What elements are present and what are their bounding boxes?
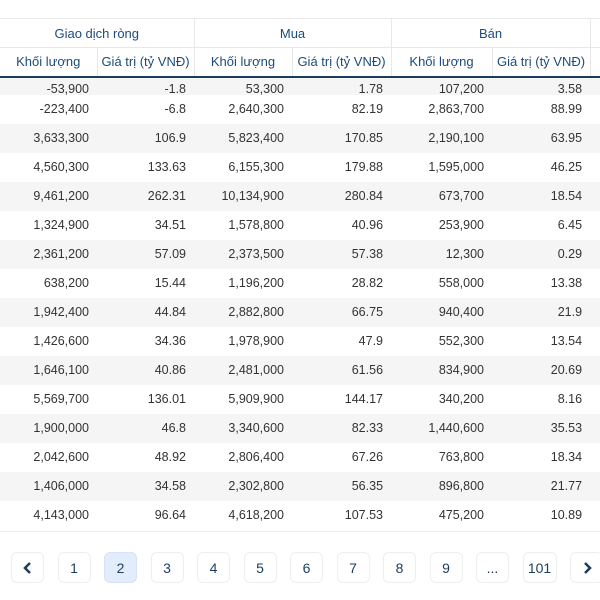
buy-value-cell: 107.53 <box>344 508 384 522</box>
extra-cell <box>590 443 600 472</box>
sell-value-cell: 18.34 <box>550 450 583 464</box>
buy-volume-cell: 2,882,800 <box>228 305 284 319</box>
net-value-cell: 106.9 <box>154 131 186 145</box>
extra-cell <box>590 77 600 95</box>
buy-value-cell: 56.35 <box>351 479 384 493</box>
sell-value-cell: 20.69 <box>550 363 583 377</box>
table-row <box>0 385 600 414</box>
net-value-cell: 136.01 <box>147 392 186 406</box>
net-value-cell: 262.31 <box>147 189 186 203</box>
sell-volume-cell: 475,200 <box>438 508 485 522</box>
extra-cell <box>590 240 600 269</box>
net-volume-cell: 5,569,700 <box>33 392 89 406</box>
net-volume-cell: -53,900 <box>46 81 89 95</box>
net-volume-cell: 9,461,200 <box>33 189 89 203</box>
chevron-left-icon <box>23 562 33 574</box>
sell-value-cell: 8.16 <box>557 392 583 406</box>
extra-cell <box>590 385 600 414</box>
sell-value-cell: 10.89 <box>550 508 583 522</box>
sell-volume-cell: 340,200 <box>438 392 485 406</box>
extra-cell <box>590 124 600 153</box>
net-value-cell: 34.36 <box>154 334 186 348</box>
header-sell-value: Giá trị (tỷ VNĐ) <box>492 48 590 77</box>
page-button-2[interactable]: 2 <box>104 552 137 583</box>
extra-cell <box>590 472 600 501</box>
buy-value-cell: 61.56 <box>351 363 384 377</box>
header-extra <box>590 19 600 48</box>
header-buy-volume: Khối lượng <box>194 48 292 77</box>
header-net-trading: Giao dịch ròng <box>0 19 194 48</box>
sell-volume-cell: 552,300 <box>438 334 485 348</box>
page-button-6[interactable]: 6 <box>290 552 323 583</box>
extra-cell <box>590 327 600 356</box>
extra-cell <box>590 414 600 443</box>
table-row <box>0 414 600 443</box>
extra-cell <box>590 153 600 182</box>
page-button-5[interactable]: 5 <box>244 552 277 583</box>
buy-volume-cell: 2,640,300 <box>228 102 284 116</box>
extra-cell <box>590 182 600 211</box>
net-volume-cell: 4,143,000 <box>33 508 89 522</box>
table-row <box>0 182 600 211</box>
header-buy-value: Giá trị (tỷ VNĐ) <box>292 48 391 77</box>
net-volume-cell: 638,200 <box>43 276 89 290</box>
sell-volume-cell: 896,800 <box>438 479 485 493</box>
sell-volume-cell: 2,190,100 <box>428 131 485 145</box>
net-value-cell: 44.84 <box>154 305 186 319</box>
sell-volume-cell: 2,863,700 <box>428 102 485 116</box>
sell-volume-cell: 1,440,600 <box>428 421 485 435</box>
net-volume-cell: 2,361,200 <box>33 247 89 261</box>
sell-volume-cell: 12,300 <box>445 247 485 261</box>
extra-cell <box>590 356 600 385</box>
buy-volume-cell: 2,302,800 <box>228 479 284 493</box>
buy-volume-cell: 3,340,600 <box>228 421 284 435</box>
header-buy: Mua <box>194 19 391 48</box>
buy-value-cell: 67.26 <box>351 450 384 464</box>
sell-value-cell: 63.95 <box>550 131 583 145</box>
buy-volume-cell: 6,155,300 <box>228 160 284 174</box>
page-button-4[interactable]: 4 <box>197 552 230 583</box>
net-value-cell: 34.58 <box>154 479 186 493</box>
sell-value-cell: 46.25 <box>550 160 583 174</box>
prev-page-button[interactable] <box>11 552 44 583</box>
table-row <box>0 443 600 472</box>
sell-value-cell: 35.53 <box>550 421 583 435</box>
net-volume-cell: 2,042,600 <box>33 450 89 464</box>
sell-volume-cell: 253,900 <box>438 218 485 232</box>
page-button-9[interactable]: 9 <box>430 552 463 583</box>
buy-value-cell: 170.85 <box>344 131 384 145</box>
page-button-1[interactable]: 1 <box>58 552 91 583</box>
page-button-8[interactable]: 8 <box>383 552 416 583</box>
table-row <box>0 124 600 153</box>
header-sell-volume: Khối lượng <box>391 48 492 77</box>
sell-value-cell: 13.38 <box>550 276 583 290</box>
page-button-7[interactable]: 7 <box>337 552 370 583</box>
table-row <box>0 240 600 269</box>
table-row <box>0 211 600 240</box>
sell-value-cell: 18.54 <box>550 189 583 203</box>
sell-volume-cell: 673,700 <box>438 189 485 203</box>
buy-value-cell: 66.75 <box>351 305 384 319</box>
net-value-cell: 48.92 <box>154 450 186 464</box>
sell-value-cell: 3.58 <box>557 81 583 95</box>
page-button-101[interactable]: 101 <box>523 552 557 583</box>
header-net-value: Giá trị (tỷ VNĐ) <box>97 48 194 77</box>
table-row <box>0 77 600 95</box>
sell-value-cell: 21.77 <box>550 479 583 493</box>
table-row <box>0 327 600 356</box>
buy-volume-cell: 53,300 <box>245 81 284 95</box>
sell-value-cell: 0.29 <box>557 247 583 261</box>
sell-value-cell: 6.45 <box>557 218 583 232</box>
pagination <box>11 552 600 583</box>
buy-volume-cell: 10,134,900 <box>221 189 284 203</box>
buy-value-cell: 47.9 <box>358 334 384 348</box>
sell-volume-cell: 1,595,000 <box>428 160 485 174</box>
buy-volume-cell: 1,578,800 <box>228 218 284 232</box>
page-button-3[interactable]: 3 <box>151 552 184 583</box>
buy-value-cell: 280.84 <box>344 189 384 203</box>
buy-volume-cell: 4,618,200 <box>228 508 284 522</box>
sell-value-cell: 88.99 <box>550 102 583 116</box>
extra-cell <box>590 501 600 530</box>
sell-volume-cell: 834,900 <box>438 363 485 377</box>
net-value-cell: 34.51 <box>154 218 186 232</box>
net-volume-cell: 3,633,300 <box>33 131 89 145</box>
extra-cell <box>590 211 600 240</box>
net-volume-cell: 1,426,600 <box>33 334 89 348</box>
net-value-cell: 133.63 <box>147 160 186 174</box>
chevron-right-icon <box>582 562 592 574</box>
buy-volume-cell: 1,196,200 <box>228 276 284 290</box>
header-extra-sub <box>590 48 600 77</box>
net-volume-cell: 1,646,100 <box>33 363 89 377</box>
extra-cell <box>590 298 600 327</box>
foreign-trading-table <box>0 18 600 532</box>
net-volume-cell: 4,560,300 <box>33 160 89 174</box>
net-volume-cell: 1,942,400 <box>33 305 89 319</box>
buy-value-cell: 179.88 <box>344 160 384 174</box>
buy-volume-cell: 2,806,400 <box>228 450 284 464</box>
pagination-ellipsis[interactable]: ... <box>476 552 509 583</box>
buy-volume-cell: 5,823,400 <box>228 131 284 145</box>
sell-volume-cell: 763,800 <box>438 450 485 464</box>
net-value-cell: -6.8 <box>164 102 186 116</box>
buy-value-cell: 82.33 <box>351 421 384 435</box>
table-row <box>0 298 600 327</box>
extra-cell <box>590 269 600 298</box>
buy-value-cell: 40.96 <box>351 218 384 232</box>
buy-volume-cell: 1,978,900 <box>228 334 284 348</box>
net-value-cell: 96.64 <box>154 508 186 522</box>
buy-value-cell: 57.38 <box>351 247 384 261</box>
sell-value-cell: 21.9 <box>557 305 583 319</box>
sell-volume-cell: 107,200 <box>438 81 485 95</box>
table-row <box>0 95 600 124</box>
net-value-cell: 57.09 <box>154 247 186 261</box>
next-page-button[interactable] <box>570 552 600 583</box>
buy-volume-cell: 2,481,000 <box>228 363 284 377</box>
net-value-cell: 40.86 <box>154 363 186 377</box>
buy-value-cell: 28.82 <box>351 276 384 290</box>
header-sell: Bán <box>391 19 590 48</box>
net-value-cell: 15.44 <box>154 276 186 290</box>
table-row <box>0 472 600 501</box>
table-row <box>0 269 600 298</box>
sell-volume-cell: 558,000 <box>438 276 485 290</box>
net-value-cell: -1.8 <box>164 81 186 95</box>
buy-volume-cell: 5,909,900 <box>228 392 284 406</box>
extra-cell <box>590 95 600 124</box>
table-row <box>0 153 600 182</box>
net-volume-cell: -223,400 <box>39 102 89 116</box>
header-net-volume: Khối lượng <box>0 48 97 77</box>
table-row <box>0 501 600 530</box>
net-volume-cell: 1,900,000 <box>33 421 89 435</box>
buy-value-cell: 82.19 <box>351 102 384 116</box>
net-volume-cell: 1,324,900 <box>33 218 89 232</box>
buy-value-cell: 1.78 <box>358 81 384 95</box>
buy-value-cell: 144.17 <box>344 392 384 406</box>
buy-volume-cell: 2,373,500 <box>228 247 284 261</box>
net-value-cell: 46.8 <box>161 421 186 435</box>
sell-value-cell: 13.54 <box>550 334 583 348</box>
sell-volume-cell: 940,400 <box>438 305 485 319</box>
table-row <box>0 356 600 385</box>
net-volume-cell: 1,406,000 <box>33 479 89 493</box>
